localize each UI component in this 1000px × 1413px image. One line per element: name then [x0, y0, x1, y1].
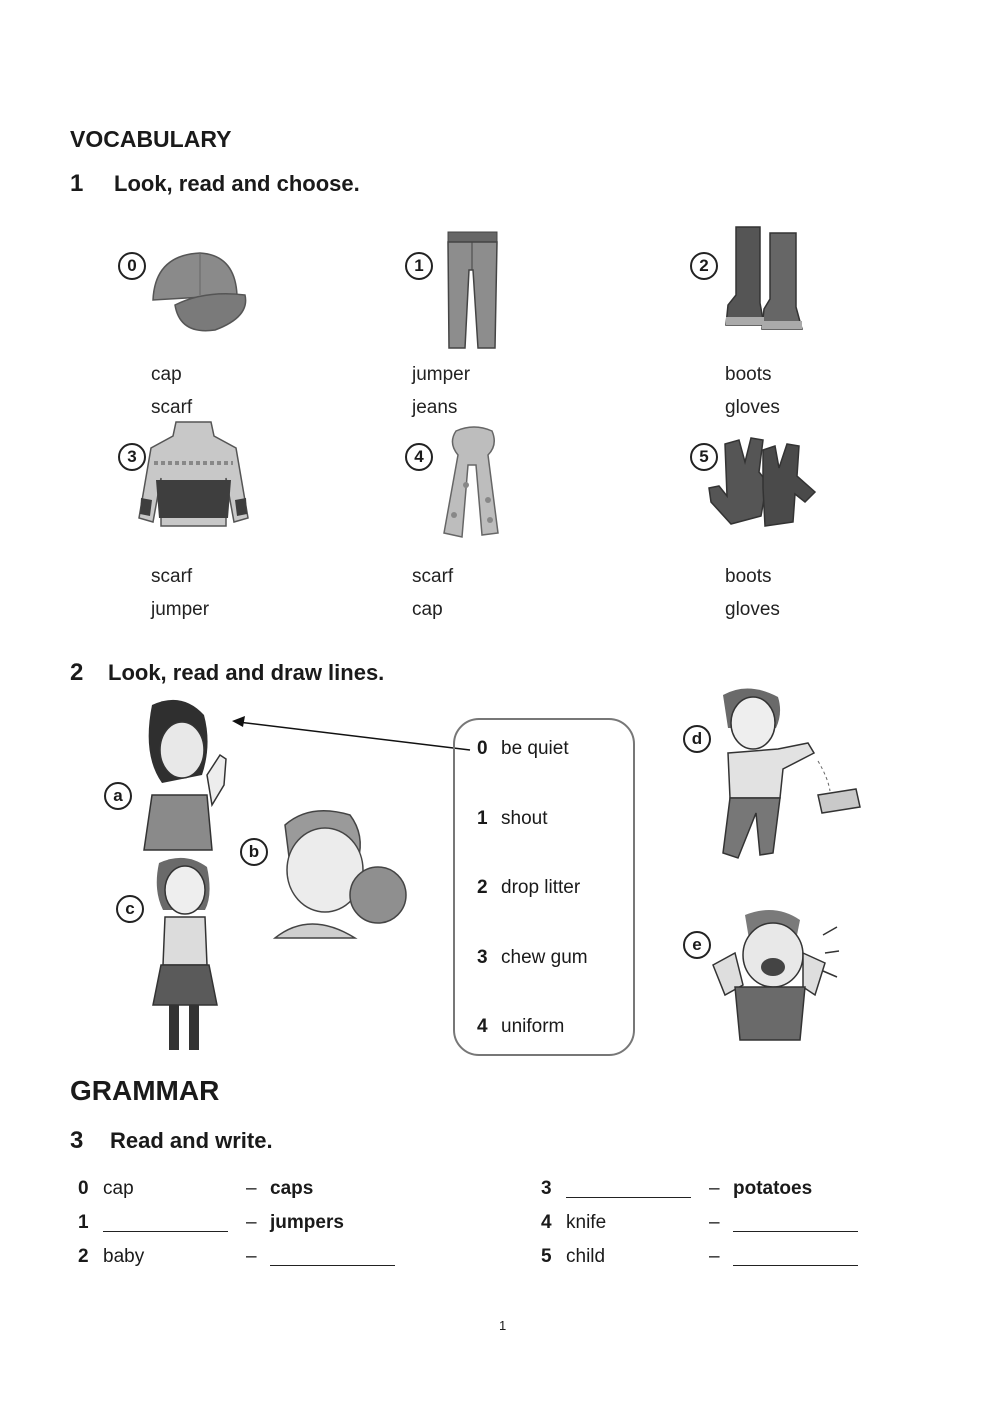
page-number: 1	[499, 1318, 507, 1333]
item-3-option-b[interactable]: jumper	[151, 599, 210, 620]
item-2-label: 2	[690, 252, 718, 280]
item-4-label: 4	[405, 443, 433, 471]
item-4-option-b[interactable]: cap	[412, 599, 443, 620]
exercise-2-instruction: Look, read and draw lines.	[108, 660, 385, 685]
item-0-label: 0	[118, 252, 146, 280]
item-5-label: 5	[690, 443, 718, 471]
exercise-2-number: 2	[70, 659, 84, 686]
option-0[interactable]: 0 be quiet	[477, 738, 569, 759]
singular-3-blank[interactable]	[566, 1180, 691, 1198]
item-2-option-a[interactable]: boots	[725, 364, 772, 385]
option-1[interactable]: 1 shout	[477, 808, 548, 829]
option-4[interactable]: 4 uniform	[477, 1016, 565, 1037]
item-0-option-b[interactable]: scarf	[151, 397, 193, 418]
exercise-3-title	[70, 1127, 273, 1155]
boy-litter-icon	[668, 683, 878, 878]
item-3-option-a[interactable]: scarf	[151, 566, 193, 587]
plural-1: jumpers	[270, 1212, 344, 1233]
item-5-option-a[interactable]: boots	[725, 566, 772, 587]
singular-0: cap	[103, 1178, 134, 1199]
plural-5-blank[interactable]	[733, 1248, 858, 1266]
plural-0: caps	[270, 1178, 314, 1199]
item-0-option-a[interactable]: cap	[151, 364, 182, 385]
item-1-label: 1	[405, 252, 433, 280]
item-5-option-b[interactable]: gloves	[725, 599, 780, 620]
option-2[interactable]: 2 drop litter	[477, 877, 581, 898]
exercise-1-number: 1	[70, 170, 84, 197]
plural-2-blank[interactable]	[270, 1248, 395, 1266]
singular-2: baby	[103, 1246, 145, 1267]
item-3-label: 3	[118, 443, 146, 471]
exercise-1-instruction: Look, read and choose.	[114, 171, 360, 196]
item-1-option-a[interactable]: jumper	[412, 364, 471, 385]
picture-d-label: d	[683, 725, 711, 753]
picture-b-label: b	[240, 838, 268, 866]
picture-c-label: c	[116, 895, 144, 923]
grammar-heading: GRAMMAR	[70, 1075, 220, 1106]
plural-4-blank[interactable]	[733, 1214, 858, 1232]
picture-e-label: e	[683, 931, 711, 959]
picture-a-label: a	[104, 782, 132, 810]
singular-4: knife	[566, 1212, 607, 1233]
exercise-3-number: 3	[70, 1127, 84, 1154]
options-box	[453, 718, 635, 1056]
option-3[interactable]: 3 chew gum	[477, 947, 588, 968]
item-2-option-b[interactable]: gloves	[725, 397, 780, 418]
singular-5: child	[566, 1246, 606, 1267]
boy-shout-icon	[705, 905, 840, 1045]
item-4-option-a[interactable]: scarf	[412, 566, 454, 587]
plural-3: potatoes	[733, 1178, 813, 1199]
exercise-3-instruction: Read and write.	[110, 1128, 273, 1153]
singular-1-blank[interactable]	[103, 1214, 228, 1232]
item-1-option-b[interactable]: jeans	[412, 397, 458, 418]
vocabulary-heading: VOCABULARY	[70, 126, 232, 152]
